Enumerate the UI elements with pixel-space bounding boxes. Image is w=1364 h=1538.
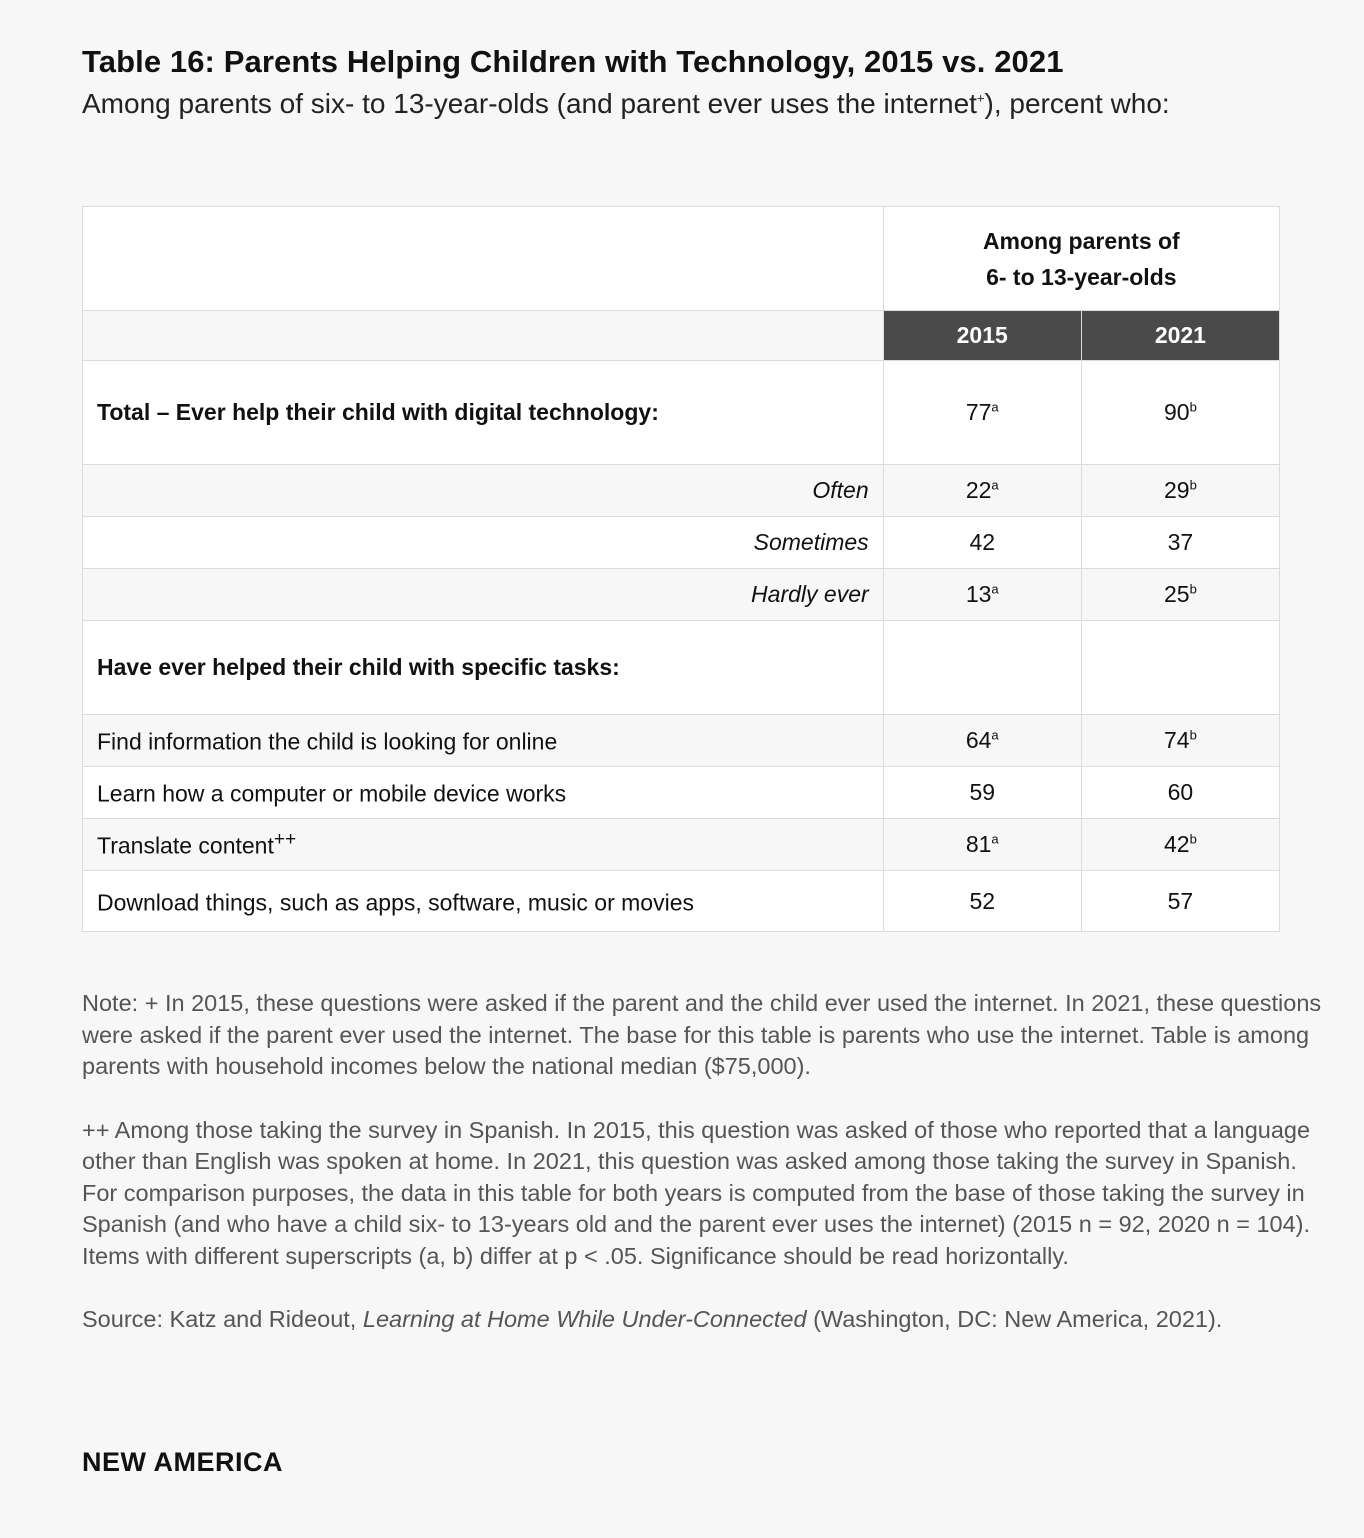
frequency-label: Hardly ever (83, 569, 884, 621)
value-2021 (1081, 569, 1279, 621)
year-header-2015: 2015 (883, 311, 1081, 361)
task-label-text: Find information the child is looking for online (97, 728, 558, 755)
task-label (83, 767, 884, 819)
significance-superscript: a (991, 727, 999, 743)
value-2021 (1081, 715, 1279, 767)
table-group-header-row (83, 207, 1280, 311)
value-2015 (883, 569, 1081, 621)
total-value-2021 (1081, 361, 1279, 465)
value-2015 (883, 871, 1081, 932)
value-2015 (883, 767, 1081, 819)
significance-superscript: b (1189, 727, 1197, 743)
value: 81 (965, 831, 992, 857)
table-row-translate-content (83, 819, 1280, 871)
table-row-download-things (83, 871, 1280, 932)
section-label: Have ever helped their child with specific tasks: (83, 621, 884, 715)
value: 29 (1163, 477, 1190, 503)
year-header-2021: 2021 (1081, 311, 1279, 361)
source-prefix: Source: Katz and Rideout, (82, 1306, 363, 1332)
significance-superscript: a (991, 477, 999, 493)
table-row-total (83, 361, 1280, 465)
value-2015 (883, 715, 1081, 767)
table-row-learn-device (83, 767, 1280, 819)
subtitle-text-end: ), percent who: (984, 88, 1170, 119)
significance-superscript: b (1189, 399, 1197, 415)
task-label-text: Download things, such as apps, software, music or movies (97, 889, 694, 916)
frequency-label: Sometimes (83, 517, 884, 569)
subtitle-superscript: + (976, 90, 985, 106)
table-notes (82, 988, 1322, 1336)
note-spanish-survey: ++ Among those taking the survey in Spanish. In 2015, this question was asked of those who reported that a language other than English was spoken at home. In 2021, this question was asked among those taking the survey in Spanish. For comparison purposes, the data in this table for both years is computed from the base of those taking the survey in Spanish (and who have a child six- to 13-years old and the parent ever uses the internet) (2015 n = 92, 2020 n = 104). (82, 1116, 1311, 1237)
empty-header-cell (83, 207, 884, 311)
value: 59 (969, 779, 996, 805)
value-2021 (1081, 819, 1279, 871)
table-title: Table 16: Parents Helping Children with Technology, 2015 vs. 2021 (82, 44, 1064, 79)
frequency-label: Often (83, 465, 884, 517)
new-america-logo: NEW AMERICA (82, 1447, 283, 1477)
task-label (83, 819, 884, 871)
value-2021 (1081, 517, 1279, 569)
empty-cell (883, 621, 1081, 715)
table-row-find-information (83, 715, 1280, 767)
empty-cell (1081, 621, 1279, 715)
value: 52 (969, 887, 996, 914)
task-label-superscript: ++ (273, 829, 297, 851)
table-row-often (83, 465, 1280, 517)
significance-superscript: a (991, 399, 999, 415)
value: 42 (969, 529, 996, 555)
significance-superscript: b (1189, 477, 1197, 493)
value: 60 (1167, 779, 1194, 805)
value-2021 (1081, 767, 1279, 819)
significance-superscript: a (991, 831, 999, 847)
source-suffix: (Washington, DC: New America, 2021). (806, 1306, 1223, 1332)
task-label-text: Learn how a computer or mobile device works (97, 780, 567, 807)
value-2015 (883, 819, 1081, 871)
significance-superscript: b (1189, 831, 1197, 847)
significance-superscript: b (1189, 581, 1197, 597)
value-2021 (1081, 871, 1279, 932)
value: 25 (1163, 581, 1190, 607)
table-row-sometimes (83, 517, 1280, 569)
note-internet-base: Note: + In 2015, these questions were asked if the parent and the child ever used the internet. In 2021, these questions were asked if the parent ever used the internet. The base for this table is parents who use the internet. Table is among parents with household incomes below the national median ($75,000). (82, 990, 1322, 1079)
total-label: Total – Ever help their child with digital technology: (83, 361, 884, 465)
source-title: Learning at Home While Under-Connected (362, 1306, 807, 1332)
data-table (82, 206, 1280, 932)
group-header-line-2: 6- to 13-year-olds (986, 263, 1177, 290)
table-subtitle (82, 84, 1312, 124)
value-2015 (883, 517, 1081, 569)
value: 57 (1167, 887, 1194, 914)
page (82, 42, 1322, 1477)
subtitle-text: Among parents of six- to 13-year-olds (and parent ever uses the internet (82, 88, 977, 119)
value: 42 (1163, 831, 1190, 857)
value-2015 (883, 465, 1081, 517)
group-header (883, 207, 1279, 311)
source-citation (82, 1304, 1322, 1336)
task-label (83, 871, 884, 932)
task-label-text: Translate content (97, 832, 274, 859)
table-row-hardly-ever (83, 569, 1280, 621)
value: 64 (965, 727, 992, 753)
value-2021 (1081, 465, 1279, 517)
significance-superscript: a (991, 581, 999, 597)
empty-year-label-cell (83, 311, 884, 361)
note-significance: Items with different superscripts (a, b) differ at p < .05. Significance should be read horizontally. (82, 1242, 1069, 1269)
value: 90 (1163, 399, 1190, 425)
value: 13 (965, 581, 992, 607)
task-label (83, 715, 884, 767)
table-row-section-header (83, 621, 1280, 715)
value: 74 (1163, 727, 1190, 753)
table-year-header-row (83, 311, 1280, 361)
value: 77 (965, 399, 992, 425)
value: 37 (1167, 529, 1194, 555)
group-header-line-1: Among parents of (982, 227, 1180, 254)
value: 22 (965, 477, 992, 503)
total-value-2015 (883, 361, 1081, 465)
